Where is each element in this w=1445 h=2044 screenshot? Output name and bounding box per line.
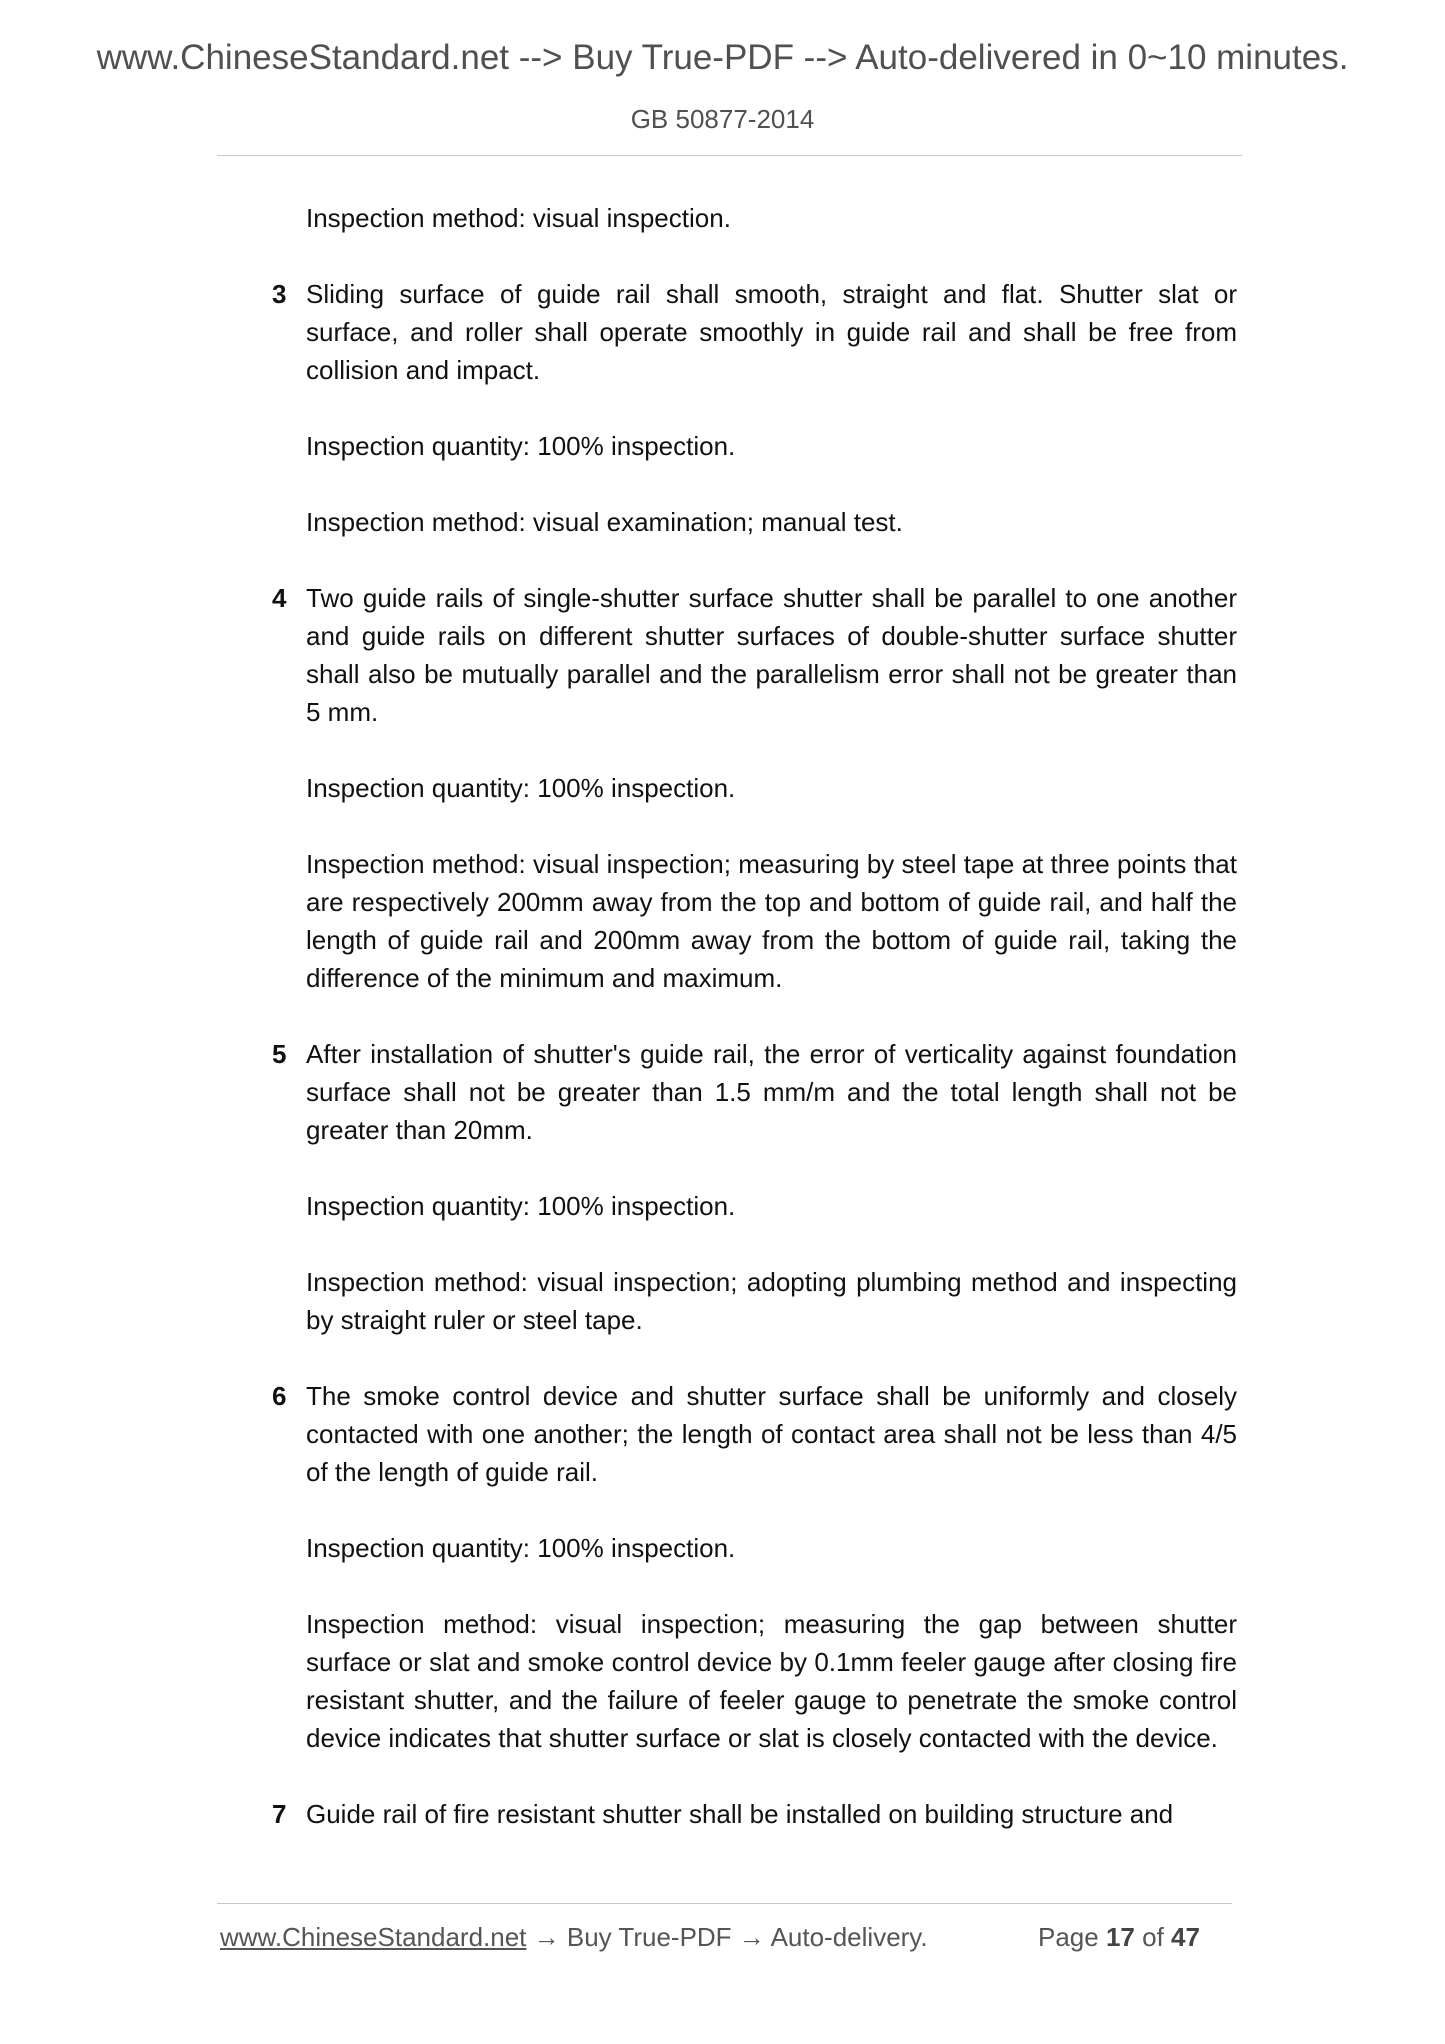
- top-banner: www.ChineseStandard.net --> Buy True-PDF --> Auto-delivered in 0~10 minutes.: [96, 38, 1349, 77]
- clause-text: The smoke control device and shutter surface shall be uniformly and closely contacted with one another; the length of contact area shall not be less than 4/5 of the length of guide rail.: [306, 1381, 1237, 1487]
- clause-text: Sliding surface of guide rail shall smooth, straight and flat. Shutter slat or surface, and roller shall operate smoothly in guide rail and shall be free from collision and impact.: [306, 279, 1237, 385]
- clause-text: Guide rail of fire resistant shutter shall be installed on building structure and: [306, 1799, 1174, 1829]
- clause-text: Two guide rails of single-shutter surface shutter shall be parallel to one another and guide rails on different shutter surfaces of double-shutter surface shutter shall also be mutually parallel and the parallelism error shall not be greater than 5 mm.: [306, 583, 1237, 727]
- clause-number: 4: [272, 583, 287, 613]
- inspection-quantity: Inspection quantity: 100% inspection.: [306, 431, 736, 461]
- page-indicator: [1038, 1922, 1200, 1953]
- footer-site-link[interactable]: www.ChineseStandard.net: [220, 1922, 527, 1952]
- clause-item-7: [272, 1795, 1237, 1833]
- clause-text: After installation of shutter's guide rail, the error of verticality against foundation surface shall not be greater than 1.5 mm/m and the total length shall not be greater than 20mm.: [306, 1039, 1237, 1145]
- intro-inspection-method: Inspection method: visual inspection.: [306, 203, 731, 233]
- clause-number: 5: [272, 1039, 287, 1069]
- page-body: [272, 199, 1237, 1833]
- footer-promo-text: → Buy True-PDF → Auto-delivery.: [526, 1922, 928, 1952]
- inspection-quantity: Inspection quantity: 100% inspection.: [306, 1533, 736, 1563]
- total-pages-number: 47: [1171, 1922, 1200, 1952]
- inspection-method: Inspection method: visual examination; manual test.: [306, 507, 903, 537]
- clause-item-4: [272, 579, 1237, 997]
- clause-item-5: [272, 1035, 1237, 1339]
- document-code: GB 50877-2014: [630, 104, 815, 134]
- inspection-quantity: Inspection quantity: 100% inspection.: [306, 773, 736, 803]
- clause-item-3: [272, 275, 1237, 541]
- footer-promo: [220, 1922, 928, 1953]
- page-label: Page: [1038, 1922, 1099, 1952]
- page-of-label: of: [1142, 1922, 1164, 1952]
- inspection-method: Inspection method: visual inspection; adopting plumbing method and inspecting by straight ruler or steel tape.: [306, 1267, 1237, 1335]
- clause-item-6: [272, 1377, 1237, 1757]
- clause-number: 6: [272, 1381, 287, 1411]
- inspection-method: Inspection method: visual inspection; measuring the gap between shutter surface or slat and smoke control device by 0.1mm feeler gauge after closing fire resistant shutter, and the failure of feeler gauge to penetrate the smoke control device indicates that shutter surface or slat is closely contacted with the device.: [306, 1609, 1237, 1753]
- clause-number: 7: [272, 1799, 287, 1829]
- footer-divider: [217, 1903, 1232, 1904]
- current-page-number: 17: [1105, 1922, 1135, 1952]
- clause-number: 3: [272, 279, 287, 309]
- inspection-method: Inspection method: visual inspection; measuring by steel tape at three points that are respectively 200mm away from the top and bottom of guide rail, and half the length of guide rail and 200mm away from the bottom of guide rail, taking the difference of the minimum and maximum.: [306, 849, 1237, 993]
- inspection-quantity: Inspection quantity: 100% inspection.: [306, 1191, 736, 1221]
- header-divider: [217, 155, 1242, 156]
